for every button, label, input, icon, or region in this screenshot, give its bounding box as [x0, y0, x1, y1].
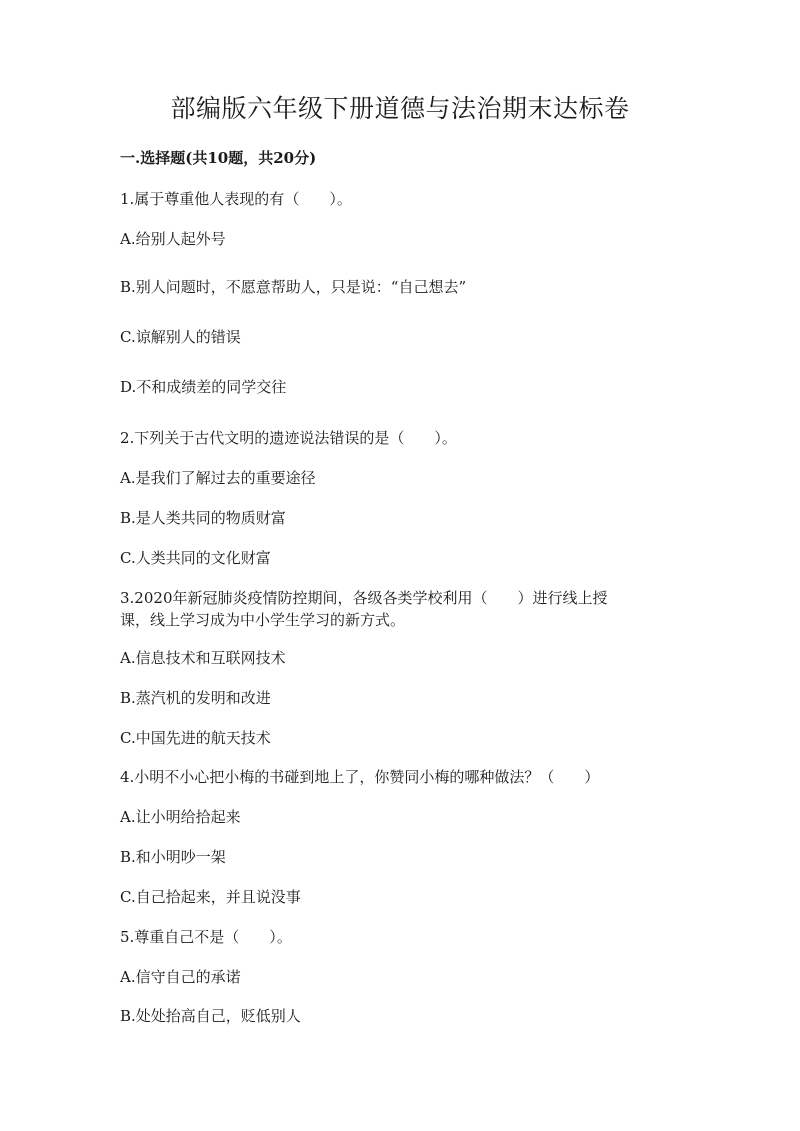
question-4-option-b: B.和小明吵一架 [120, 848, 226, 866]
question-1-option-b: B.别人问题时，不愿意帮助人，只是说：“自己想去” [120, 278, 467, 296]
question-3-option-c: C.中国先进的航天技术 [120, 729, 271, 747]
question-3-option-b: B.蒸汽机的发明和改进 [120, 689, 271, 707]
question-2-stem: 2.下列关于古代文明的遗迹说法错误的是（ ）。 [120, 429, 457, 447]
question-2-option-a: A.是我们了解过去的重要途径 [120, 469, 316, 487]
question-1-option-c: C.谅解别人的错误 [120, 328, 241, 346]
question-2-option-c: C.人类共同的文化财富 [120, 549, 271, 567]
question-4-stem: 4.小明不小心把小梅的书碰到地上了，你赞同小梅的哪种做法？（ ） [120, 768, 600, 786]
question-5-option-a: A.信守自己的承诺 [120, 968, 241, 986]
question-1-option-d: D.不和成绩差的同学交往 [120, 378, 287, 396]
question-5-option-b: B.处处抬高自己，贬低别人 [120, 1007, 301, 1025]
question-3-option-a: A.信息技术和互联网技术 [120, 649, 286, 667]
section-heading: 一.选择题(共10题，共20分) [120, 149, 317, 167]
question-4-option-a: A.让小明给拾起来 [120, 808, 241, 826]
question-3-stem-line-1: 3.2020年新冠肺炎疫情防控期间，各级各类学校利用（ ）进行线上授 [120, 589, 608, 607]
question-4-option-c: C.自己拾起来，并且说没事 [120, 888, 301, 906]
question-3-stem-line-2: 课，线上学习成为中小学生学习的新方式。 [120, 611, 406, 629]
question-2-option-b: B.是人类共同的物质财富 [120, 509, 286, 527]
page-title: 部编版六年级下册道德与法治期末达标卷 [170, 94, 630, 123]
question-1-stem: 1.属于尊重他人表现的有（ ）。 [120, 190, 352, 208]
question-5-stem: 5.尊重自己不是（ ）。 [120, 928, 292, 946]
question-1-option-a: A.给别人起外号 [120, 230, 226, 248]
